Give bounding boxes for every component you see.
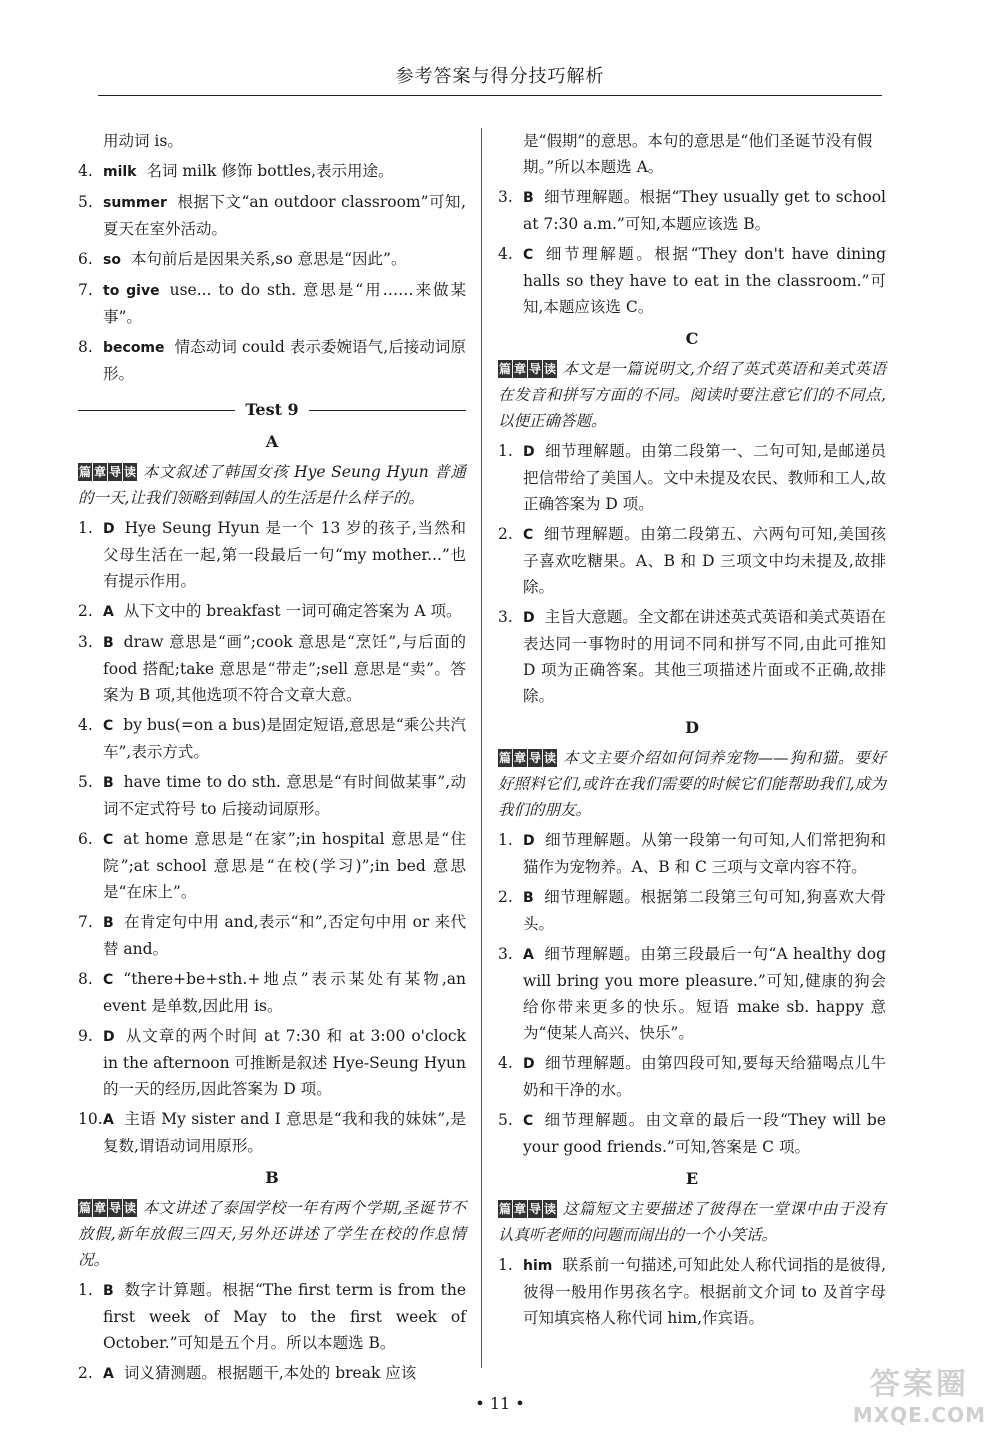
- explanation-text: 情态动词 could 表示委婉语气,后接动词原形。: [103, 338, 466, 383]
- answer-key: B: [103, 915, 114, 931]
- explanation-text: 从下文中的 breakfast 一词可确定答案为 A 项。: [123, 602, 462, 620]
- explanation-text: 从文章的两个时间 at 7:30 和 at 3:00 o'clock in the afternoon 可推断是叙述 Hye-Seung Hyun 的一天的经历,因此答案为 D 项。: [103, 1027, 466, 1098]
- answer-item: [78, 1277, 466, 1356]
- answer-item: [78, 966, 466, 1019]
- badge-char: 章: [94, 1201, 107, 1215]
- answer-item: [498, 827, 886, 880]
- answer-item: [78, 334, 466, 387]
- section-c-heading: C: [685, 329, 699, 348]
- items-d: [498, 827, 886, 1160]
- section-b-heading: B: [265, 1168, 279, 1187]
- answer-key: him: [523, 1258, 553, 1274]
- guide-d: [498, 745, 886, 823]
- answer-key: D: [523, 610, 535, 626]
- answer-item: [498, 521, 886, 600]
- badge-char: 导: [109, 1201, 122, 1215]
- watermark-logo: [853, 1359, 986, 1427]
- explanation-text: 名词 milk 修饰 bottles,表示用途。: [146, 162, 394, 180]
- badge-char: 章: [94, 465, 107, 479]
- answer-item: [78, 189, 466, 242]
- item-number: 1.: [78, 1281, 93, 1299]
- answer-item: [78, 712, 466, 765]
- item-number: 2.: [498, 888, 513, 906]
- answer-item: [78, 277, 466, 330]
- item-number: 3.: [498, 188, 513, 206]
- explanation-text: 细节理解题。根据“They usually get to school at 7:30 a.m.”可知,本题应该选 B。: [523, 188, 886, 233]
- explanation-text: 细节理解题。从第一段第一句可知,人们常把狗和猫作为宠物养。A、B 和 C 三项与文章内容不符。: [523, 831, 886, 876]
- watermark-text: 答案圈: [869, 1367, 969, 1402]
- explanation-text: 词义猜测题。根据题干,本处的 break 应该: [123, 1364, 417, 1382]
- item-number: 10.: [78, 1110, 103, 1128]
- explanation-text: draw 意思是“画”;cook 意思是“烹饪”,与后面的 food 搭配;take 意思是“带走”;sell 意思是“卖”。答案为 B 项,其他选项不符合文章大意。: [103, 633, 466, 704]
- item-number: 4.: [498, 1054, 513, 1072]
- items-b2: [498, 184, 886, 320]
- answer-key: B: [103, 1283, 114, 1299]
- header-rule: [98, 95, 882, 96]
- chapter-guide-badge: [78, 1199, 138, 1217]
- answer-item: [498, 241, 886, 320]
- item-number: 3.: [498, 608, 513, 626]
- answer-key: C: [103, 718, 114, 734]
- answer-item: [498, 1252, 886, 1331]
- answer-key: milk: [103, 164, 137, 180]
- guide-text: 本文讲述了泰国学校一年有两个学期,圣诞节不放假,新年放假三四天,另外还讲述了学生在校的作息情况。: [78, 1199, 466, 1269]
- items-b: [78, 1277, 466, 1387]
- items-top: [78, 158, 466, 387]
- item-number: 1.: [498, 442, 513, 460]
- explanation-text: 根据下文“an outdoor classroom”可知,夏天在室外活动。: [103, 193, 466, 238]
- answer-key: D: [103, 521, 115, 537]
- answer-key: B: [523, 190, 534, 206]
- answer-key: to give: [103, 283, 160, 299]
- explanation-text: 本句前后是因果关系,so 意思是“因此”。: [130, 250, 407, 268]
- answer-key: C: [103, 972, 114, 988]
- chapter-guide-badge: [498, 749, 558, 767]
- badge-char: 读: [544, 362, 557, 376]
- answer-item: [498, 884, 886, 937]
- answer-item: [78, 158, 466, 185]
- guide-text: 这篇短文主要描述了彼得在一堂课中由于没有认真听老师的问题而闹出的一个小笑话。: [498, 1200, 886, 1244]
- watermark-url: MXQE.COM: [852, 1403, 986, 1427]
- item-number: 5.: [498, 1111, 513, 1129]
- answer-key: so: [103, 252, 121, 268]
- answer-item: [78, 629, 466, 708]
- badge-char: 读: [544, 751, 557, 765]
- item-number: 5.: [78, 193, 93, 211]
- badge-char: 导: [529, 362, 542, 376]
- item-number: 4.: [78, 716, 93, 734]
- explanation-text: 细节理解题。由第二段第一、二句可知,是邮递员把信带给了美国人。文中未提及农民、教师和工人,故正确答案为 D 项。: [523, 442, 886, 513]
- explanation-text: have time to do sth. 意思是“有时间做某事”,动词不定式符号 to 后接动词原形。: [103, 773, 466, 818]
- answer-key: A: [103, 1112, 114, 1128]
- explanation-text: “there+be+sth.+地点”表示某处有某物,an event 是单数,因此用 is。: [103, 970, 466, 1015]
- item-number: 8.: [78, 338, 93, 356]
- guide-e: [498, 1196, 886, 1248]
- chapter-guide-badge: [498, 360, 558, 378]
- answer-item: [498, 1050, 886, 1103]
- explanation-text: 细节理解题。由文章的最后一段“They will be your good friends.”可知,答案是 C 项。: [523, 1111, 886, 1156]
- badge-char: 章: [514, 751, 527, 765]
- badge-char: 章: [514, 1202, 527, 1216]
- explanation-text: 联系前一句描述,可知此处人称代词指的是彼得,彼得一般用作男孩名字。根据前文介词 to 及首字母可知填宾格人称代词 him,作宾语。: [523, 1256, 886, 1327]
- badge-char: 导: [109, 465, 122, 479]
- answer-item: [498, 604, 886, 709]
- explanation-text: 主旨大意题。全文都在讲述英式英语和美式英语在表达同一事物时的用词不同和拼写不同,由此可推知 D 项为正确答案。其他三项描述片面或不正确,故排除。: [523, 608, 886, 705]
- item-number: 6.: [78, 830, 93, 848]
- test-title: Test 9: [245, 400, 299, 419]
- guide-c: [498, 356, 886, 434]
- item-number: 5.: [78, 773, 93, 791]
- explanation-text: 细节理解题。根据第二段第三句可知,狗喜欢大骨头。: [523, 888, 886, 933]
- item-number: 6.: [78, 250, 93, 268]
- answer-key: C: [523, 247, 534, 263]
- item-number: 3.: [498, 945, 513, 963]
- answer-key: D: [103, 1029, 115, 1045]
- continued-text: 用动词 is。: [103, 132, 183, 150]
- explanation-text: 在肯定句中用 and,表示“和”,否定句中用 or 来代替 and。: [103, 913, 466, 958]
- answer-key: C: [523, 527, 534, 543]
- answer-key: C: [103, 832, 114, 848]
- answer-item: [498, 941, 886, 1046]
- answer-item: [498, 1107, 886, 1160]
- badge-char: 导: [529, 751, 542, 765]
- continued-text: 是“假期”的意思。本句的意思是“他们圣诞节没有假期。”所以本题选 A。: [523, 132, 873, 176]
- badge-char: 篇: [79, 1201, 92, 1215]
- explanation-text: 细节理解题。根据“They don't have dining halls so they have to eat in the classroom.”可知,本题应该选 C。: [523, 245, 886, 316]
- answer-key: summer: [103, 195, 167, 211]
- items-e: [498, 1252, 886, 1331]
- explanation-text: 细节理解题。由第四段可知,要每天给猫喝点儿牛奶和干净的水。: [523, 1054, 886, 1099]
- badge-char: 读: [124, 1201, 137, 1215]
- item-number: 7.: [78, 281, 93, 299]
- answer-key: D: [523, 1056, 535, 1072]
- answer-key: D: [523, 444, 535, 460]
- answer-key: become: [103, 340, 165, 356]
- chapter-guide-badge: [498, 1200, 558, 1218]
- answer-item: [78, 515, 466, 594]
- item-number: 2.: [78, 1364, 93, 1382]
- answer-item: [78, 246, 466, 273]
- badge-char: 篇: [499, 751, 512, 765]
- badge-char: 读: [544, 1202, 557, 1216]
- item-number: 7.: [78, 913, 93, 931]
- item-number: 2.: [78, 602, 93, 620]
- chapter-guide-badge: [78, 463, 138, 481]
- explanation-text: 数字计算题。根据“The first term is from the first week of May to the first week of October.”可知是五个月。所以本题选 B。: [103, 1281, 466, 1352]
- answer-item: [78, 909, 466, 962]
- explanation-text: Hye Seung Hyun 是一个 13 岁的孩子,当然和父母生活在一起,第一段最后一句“my mother...”也有提示作用。: [103, 519, 466, 590]
- explanation-text: by bus(=on a bus)是固定短语,意思是“乘公共汽车”,表示方式。: [103, 716, 466, 761]
- badge-char: 章: [514, 362, 527, 376]
- badge-char: 读: [124, 465, 137, 479]
- guide-text: 本文叙述了韩国女孩 Hye Seung Hyun 普通的一天,让我们领略到韩国人的生活是什么样子的。: [78, 463, 466, 507]
- explanation-text: at home 意思是“在家”;in hospital 意思是“住院”;at school 意思是“在校(学习)”;in bed 意思是“在床上”。: [103, 830, 466, 901]
- answer-key: A: [103, 1366, 114, 1382]
- guide-text: 本文主要介绍如何饲养宠物——狗和猫。要好好照料它们,或许在我们需要的时候它们能帮助我们,成为我们的朋友。: [498, 749, 886, 819]
- item-number: 1.: [498, 1256, 513, 1274]
- items-a: [78, 515, 466, 1159]
- badge-char: 篇: [499, 1202, 512, 1216]
- left-column: [78, 128, 466, 1391]
- item-number: 8.: [78, 970, 93, 988]
- item-number: 4.: [78, 162, 93, 180]
- item-number: 3.: [78, 633, 93, 651]
- guide-a: [78, 459, 466, 511]
- answer-key: C: [523, 1113, 534, 1129]
- answer-item: [498, 438, 886, 517]
- answer-key: B: [103, 775, 114, 791]
- section-a-heading: A: [265, 432, 279, 451]
- items-c: [498, 438, 886, 709]
- badge-char: 导: [529, 1202, 542, 1216]
- explanation-text: use... to do sth. 意思是“用……来做某事”。: [103, 281, 466, 326]
- badge-char: 篇: [499, 362, 512, 376]
- guide-b: [78, 1195, 466, 1273]
- column-divider: [481, 128, 482, 1368]
- answer-item: [78, 826, 466, 905]
- explanation-text: 主语 My sister and I 意思是“我和我的妹妹”,是复数,谓语动词用原形。: [103, 1110, 466, 1155]
- answer-item: [78, 1023, 466, 1102]
- guide-text: 本文是一篇说明文,介绍了英式英语和美式英语在发音和拼写方面的不同。阅读时要注意它们的不同点,以便正确答题。: [498, 360, 886, 430]
- item-number: 1.: [78, 519, 93, 537]
- answer-key: D: [523, 833, 535, 849]
- answer-item: [78, 769, 466, 822]
- item-number: 4.: [498, 245, 513, 263]
- answer-item: [78, 1360, 466, 1387]
- test-heading: [78, 397, 466, 423]
- page-number: • 11 •: [475, 1394, 525, 1413]
- badge-char: 篇: [79, 465, 92, 479]
- answer-key: B: [103, 635, 114, 651]
- running-header: 参考答案与得分技巧解析: [395, 66, 605, 87]
- answer-item: [78, 598, 466, 625]
- item-number: 2.: [498, 525, 513, 543]
- answer-item: [78, 1106, 466, 1159]
- explanation-text: 细节理解题。由第三段最后一句“A healthy dog will bring you more pleasure.”可知,健康的狗会给你带来更多的快乐。短语 make sb. happy 意为“使某人高兴、快乐”。: [523, 945, 886, 1042]
- answer-key: A: [103, 604, 114, 620]
- right-column: [498, 128, 886, 1335]
- section-d-heading: D: [685, 718, 699, 737]
- section-e-heading: E: [685, 1169, 699, 1188]
- item-number: 9.: [78, 1027, 93, 1045]
- answer-item: [498, 184, 886, 237]
- explanation-text: 细节理解题。由第二段第五、六两句可知,美国孩子喜欢吃糖果。A、B 和 D 三项文中均未提及,故排除。: [523, 525, 886, 596]
- answer-key: A: [523, 947, 534, 963]
- item-number: 1.: [498, 831, 513, 849]
- answer-key: B: [523, 890, 534, 906]
